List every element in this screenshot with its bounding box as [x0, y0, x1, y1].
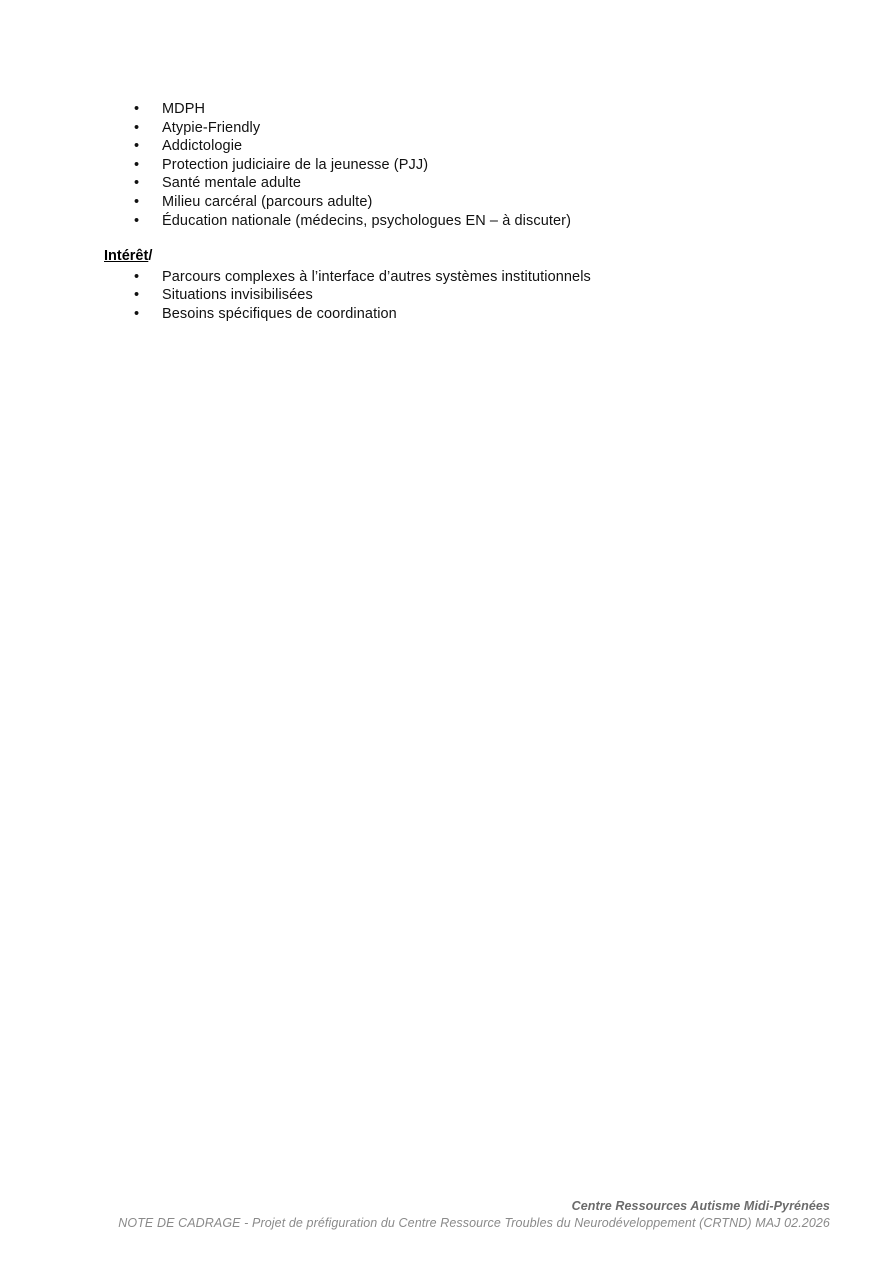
- bullet-icon: •: [134, 138, 140, 155]
- bullet-icon: •: [134, 119, 140, 136]
- bullet-icon: •: [134, 156, 140, 173]
- list-item: [104, 268, 824, 287]
- footer-document-reference: NOTE DE CADRAGE - Projet de préfiguration du Centre Ressource Troubles du Neurodéveloppement (CRTND) MAJ 02.2026: [118, 1216, 830, 1230]
- list-item: [104, 119, 824, 138]
- list-item: [104, 100, 824, 119]
- list-item-label: MDPH: [162, 101, 206, 117]
- bullet-icon: •: [134, 175, 140, 192]
- list-item: [104, 305, 824, 324]
- page-footer: [0, 1198, 892, 1232]
- section-heading-interet: [104, 247, 824, 266]
- list-item-label: Parcours complexes à l’interface d’autres systèmes institutionnels: [162, 268, 591, 285]
- document-body: [104, 100, 824, 324]
- list-item: [104, 286, 824, 305]
- list-item: [104, 137, 824, 156]
- list-item-label: Santé mentale adulte: [162, 175, 302, 192]
- list-item-label: Besoins spécifiques de coordination: [162, 305, 397, 322]
- bullet-list-interet: [104, 268, 824, 324]
- list-item: [104, 174, 824, 193]
- list-item-label: Éducation nationale (médecins, psychologues EN – à discuter): [162, 212, 572, 229]
- list-item-label: Situations invisibilisées: [162, 287, 313, 304]
- list-item-label: Addictologie: [162, 138, 243, 155]
- list-item: [104, 212, 824, 231]
- bullet-icon: •: [134, 193, 140, 210]
- bullet-icon: •: [134, 212, 140, 229]
- list-item: [104, 193, 824, 212]
- bullet-icon: •: [134, 268, 140, 285]
- list-item-label: Atypie-Friendly: [162, 119, 261, 136]
- bullet-icon: •: [134, 101, 140, 117]
- bullet-list-top: [104, 100, 824, 230]
- section-heading-suffix: /: [148, 248, 153, 265]
- section-heading-label: Intérêt: [104, 248, 149, 265]
- list-item-label: Protection judiciaire de la jeunesse (PJJ): [162, 156, 429, 173]
- bullet-icon: •: [134, 305, 140, 322]
- footer-organization: Centre Ressources Autisme Midi-Pyrénées: [571, 1199, 830, 1213]
- list-item: [104, 156, 824, 175]
- list-item-label: Milieu carcéral (parcours adulte): [162, 193, 373, 210]
- bullet-icon: •: [134, 287, 140, 304]
